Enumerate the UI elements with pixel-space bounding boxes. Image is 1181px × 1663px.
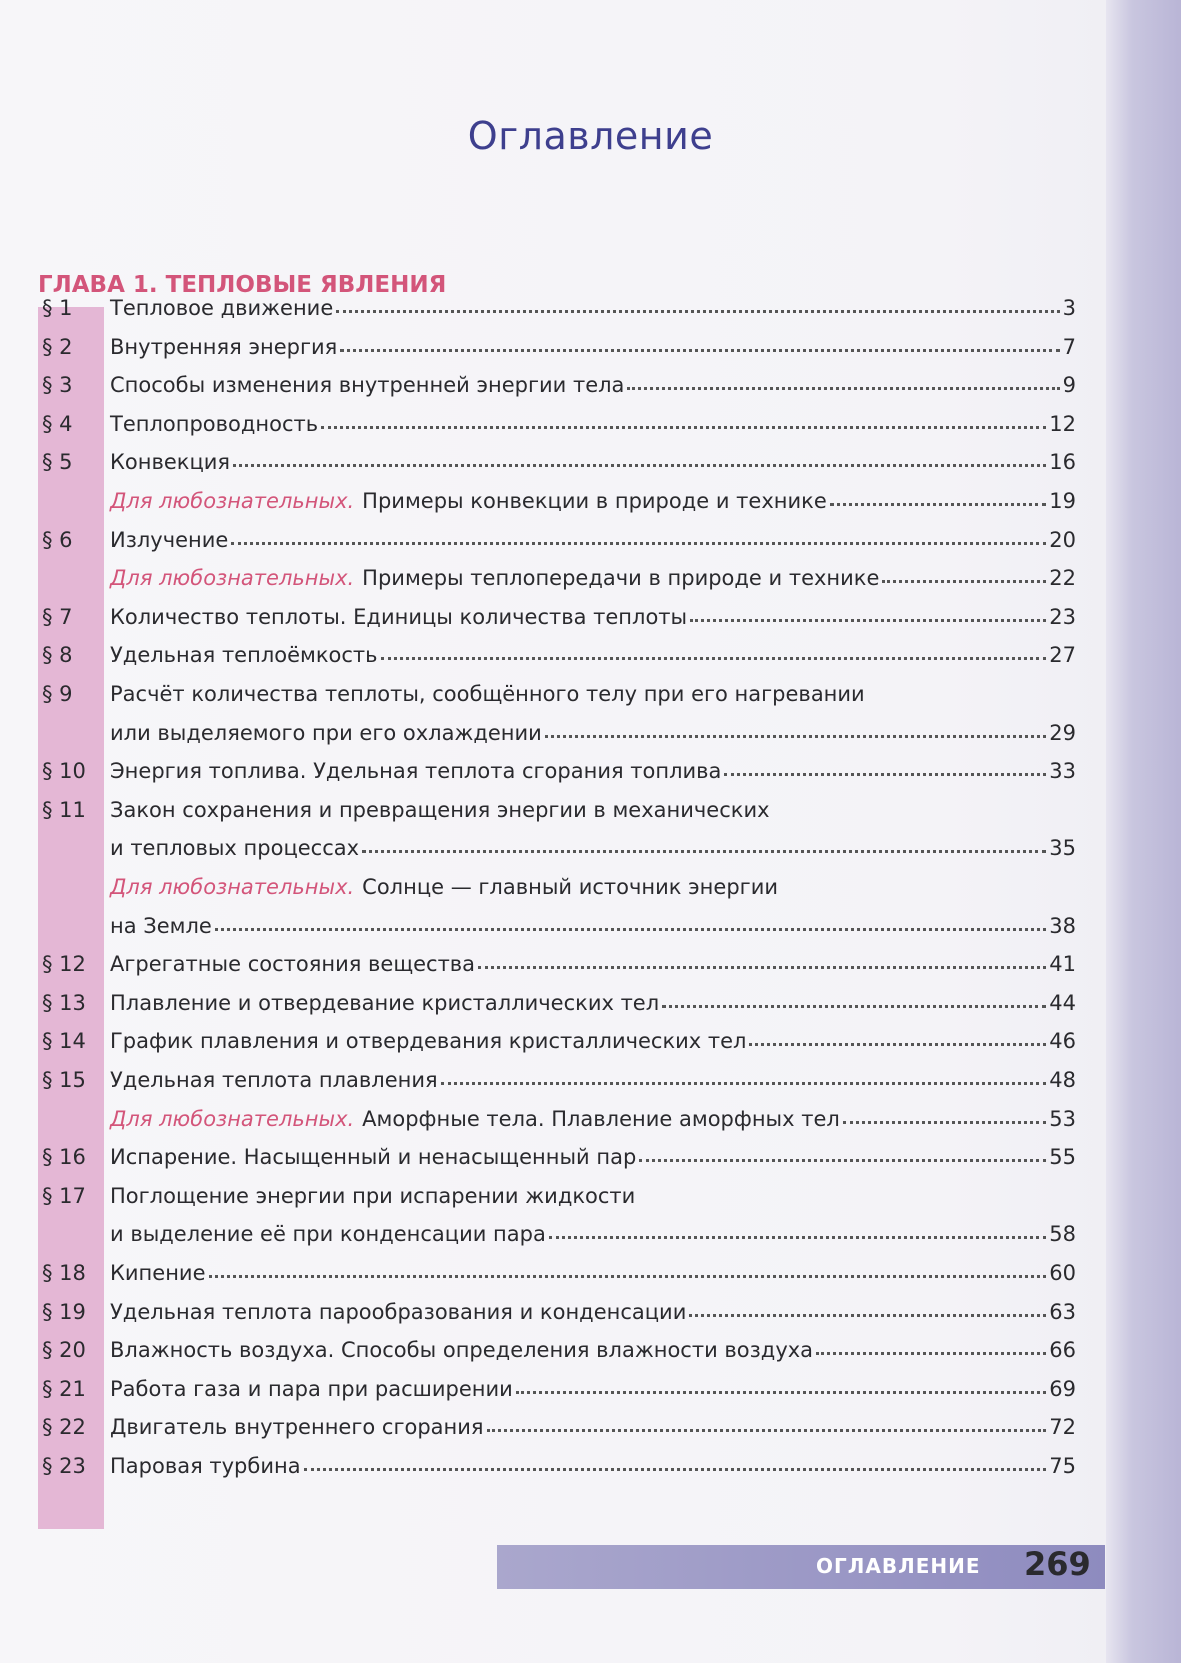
toc-entry-text: Внутренняя энергия (110, 334, 338, 359)
section-number: § 12 (42, 952, 86, 977)
section-number: § 20 (42, 1338, 86, 1363)
toc-entry-text: Примеры конвекции в природе и технике (362, 489, 827, 513)
dot-leader (749, 1042, 1046, 1046)
dot-leader (478, 965, 1046, 969)
toc-page-number: 38 (1049, 913, 1076, 938)
toc-entry[interactable] (110, 991, 1076, 1015)
toc-page-number: 27 (1049, 643, 1076, 668)
section-number: § 1 (42, 296, 73, 320)
toc-entry-text: Примеры теплопередачи в природе и технике (362, 566, 880, 591)
toc-page-number: 75 (1049, 1454, 1076, 1478)
toc-entry-line (110, 1184, 635, 1208)
dot-leader (441, 1081, 1047, 1085)
toc-entry-text: и тепловых процессах (110, 836, 360, 861)
toc-entry-text: Удельная теплота парообразования и конденсации (110, 1299, 687, 1324)
toc-page-number: 66 (1049, 1338, 1076, 1363)
dot-leader (816, 1351, 1046, 1355)
toc-entry[interactable] (110, 1145, 1076, 1169)
toc-entry-text: Удельная теплота плавления (110, 1068, 438, 1092)
toc-entry-text: Количество теплоты. Единицы количества теплоты (110, 604, 688, 629)
section-number: § 16 (42, 1145, 86, 1170)
toc-entry-text: Способы изменения внутренней энергии тела (110, 373, 625, 398)
toc-page-number: 69 (1049, 1376, 1076, 1401)
toc-entry[interactable] (110, 528, 1076, 552)
toc-entry-text: Расчёт количества теплоты, сообщённого телу при его нагревании (110, 682, 865, 706)
toc-entry[interactable] (110, 1261, 1076, 1285)
toc-page-number: 72 (1049, 1415, 1076, 1440)
section-number: § 23 (42, 1454, 86, 1478)
toc-entry-line (110, 682, 865, 706)
toc-page-number: 60 (1049, 1261, 1076, 1285)
toc-entry-text: Плавление и отвердевание кристаллических тел (110, 990, 660, 1015)
toc-page-number: 23 (1049, 604, 1076, 629)
toc-entry[interactable] (110, 1454, 1076, 1478)
dot-leader (215, 927, 1046, 931)
dot-leader (340, 348, 1059, 352)
toc-entry[interactable] (110, 1029, 1076, 1053)
toc-entry-text: Влажность воздуха. Способы определения влажности воздуха (110, 1338, 814, 1363)
section-number: § 2 (42, 334, 73, 359)
section-number: § 10 (42, 759, 86, 784)
curiosity-label: Для любознательных. (110, 1106, 355, 1131)
dot-leader (233, 463, 1046, 467)
toc-entry[interactable] (110, 914, 1076, 938)
toc-entry[interactable] (110, 566, 1076, 590)
toc-entry-line (110, 875, 778, 899)
toc-page-number: 41 (1049, 952, 1076, 977)
toc-entry-text: Аморфные тела. Плавление аморфных тел (362, 1106, 840, 1131)
toc-page-number: 20 (1049, 527, 1076, 552)
toc-entry-text: или выделяемого при его охлаждении (110, 720, 542, 745)
toc-entry-text: Испарение. Насыщенный и ненасыщенный пар (110, 1145, 637, 1170)
dot-leader (662, 1004, 1046, 1008)
page-number: 269 (1024, 1545, 1091, 1583)
dot-leader (231, 541, 1046, 545)
chapter-heading: ГЛАВА 1. ТЕПЛОВЫЕ ЯВЛЕНИЯ (38, 272, 447, 298)
curiosity-label: Для любознательных. (110, 566, 355, 591)
toc-page-number: 55 (1049, 1145, 1076, 1170)
toc-entry[interactable] (110, 373, 1076, 397)
page-title: Оглавление (467, 114, 714, 158)
toc-entry[interactable] (110, 1377, 1076, 1401)
toc-entry-text: Энергия топлива. Удельная теплота сгорания топлива (110, 759, 722, 784)
toc-entry-text: и выделение её при конденсации пара (110, 1222, 546, 1247)
toc-page-number: 29 (1049, 720, 1076, 745)
toc-entry-text: Кипение (110, 1261, 206, 1285)
toc-entry[interactable] (110, 836, 1076, 860)
toc-entry-text: Конвекция (110, 450, 231, 475)
section-number: § 22 (42, 1415, 86, 1440)
dot-leader (689, 1313, 1046, 1317)
section-number: § 15 (42, 1068, 86, 1092)
toc-entry-text: Работа газа и пара при расширении (110, 1376, 513, 1401)
dot-leader (639, 1158, 1046, 1162)
toc-entry[interactable] (110, 952, 1076, 976)
section-number: § 11 (42, 797, 86, 822)
section-number: § 9 (42, 682, 73, 706)
dot-leader (336, 309, 1059, 313)
toc-entry[interactable] (110, 1338, 1076, 1362)
toc-entry[interactable] (110, 335, 1076, 359)
toc-page-number: 58 (1049, 1222, 1076, 1247)
toc-entry[interactable] (110, 1222, 1076, 1246)
toc-page-number: 33 (1049, 759, 1076, 784)
section-number: § 3 (42, 373, 73, 398)
section-number: § 17 (42, 1183, 86, 1208)
toc-page-number: 46 (1049, 1029, 1076, 1054)
toc-entry-text: Солнце — главный источник энергии (362, 875, 778, 899)
toc-page-number: 53 (1049, 1106, 1076, 1131)
dot-leader (882, 579, 1046, 583)
toc-entry-text: Тепловое движение (110, 296, 334, 320)
toc-entry-text: Паровая турбина (110, 1454, 301, 1478)
dot-leader (724, 772, 1046, 776)
toc-entry[interactable] (110, 1107, 1076, 1131)
toc-entry-text: Двигатель внутреннего сгорания (110, 1415, 484, 1440)
dot-leader (516, 1390, 1046, 1394)
dot-leader (627, 386, 1059, 390)
toc-entry-text: Удельная теплоёмкость (110, 643, 378, 668)
section-number: § 4 (42, 411, 73, 436)
dot-leader (545, 734, 1046, 738)
dot-leader (321, 425, 1046, 429)
toc-entry[interactable] (110, 721, 1076, 745)
section-number: § 8 (42, 643, 73, 668)
toc-page-number: 63 (1049, 1299, 1076, 1324)
toc-entry[interactable] (110, 450, 1076, 474)
toc-entry-line (110, 798, 770, 822)
toc-entry-text: Излучение (110, 527, 229, 552)
toc-page-number: 19 (1049, 489, 1076, 513)
dot-leader (549, 1235, 1046, 1239)
section-number: § 6 (42, 527, 73, 552)
section-number: § 14 (42, 1029, 86, 1054)
toc-entry[interactable] (110, 1300, 1076, 1324)
toc-page-number: 44 (1049, 990, 1076, 1015)
toc-entry-text: Поглощение энергии при испарении жидкости (110, 1183, 636, 1208)
toc-entry-text: Агрегатные состояния вещества (110, 952, 476, 977)
toc-page-number: 22 (1049, 566, 1076, 591)
section-number: § 13 (42, 990, 86, 1015)
footer-bar (497, 1545, 1105, 1589)
dot-leader (690, 618, 1046, 622)
toc-page-number: 9 (1062, 373, 1076, 398)
dot-leader (362, 849, 1046, 853)
toc-entry-text: Теплопроводность (110, 411, 319, 436)
dot-leader (830, 502, 1047, 506)
toc-page-number: 35 (1049, 836, 1076, 861)
section-number: § 18 (42, 1261, 86, 1285)
section-number: § 7 (42, 604, 73, 629)
toc-entry[interactable] (110, 412, 1076, 436)
toc-entry[interactable] (110, 759, 1076, 783)
section-number: § 21 (42, 1376, 86, 1401)
dot-leader (209, 1274, 1047, 1278)
dot-leader (843, 1120, 1046, 1124)
toc-entry[interactable] (110, 605, 1076, 629)
toc-entry[interactable] (110, 296, 1076, 320)
toc-page-number: 16 (1049, 450, 1076, 475)
toc-entry-text: на Земле (110, 913, 212, 938)
toc-entry-text: Закон сохранения и превращения энергии в механических (110, 797, 770, 822)
toc-entry[interactable] (110, 1068, 1076, 1092)
toc-page-number: 3 (1062, 296, 1076, 320)
toc-entry[interactable] (110, 489, 1076, 513)
toc-entry[interactable] (110, 1415, 1076, 1439)
curiosity-label: Для любознательных. (110, 489, 355, 513)
dot-leader (381, 656, 1047, 660)
curiosity-label: Для любознательных. (110, 875, 355, 899)
toc-entry-text: График плавления и отвердевания кристаллических тел (110, 1029, 747, 1054)
toc-page-number: 7 (1062, 334, 1076, 359)
dot-leader (487, 1428, 1047, 1432)
toc-entry[interactable] (110, 643, 1076, 667)
section-number: § 5 (42, 450, 73, 475)
footer-label: ОГЛАВЛЕНИЕ (816, 1554, 981, 1578)
toc-page-number: 12 (1049, 411, 1076, 436)
dot-leader (304, 1467, 1047, 1471)
toc-page-number: 48 (1049, 1068, 1076, 1092)
section-number: § 19 (42, 1299, 86, 1324)
